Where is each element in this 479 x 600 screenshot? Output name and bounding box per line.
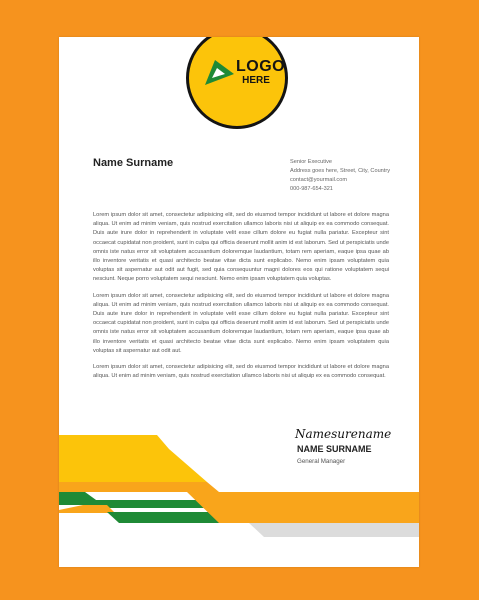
letterhead-page — [59, 37, 419, 567]
body-paragraph: Lorem ipsum dolor sit amet, consectetur adipisicing elit, sed do eiusmod tempor incididunt ut labore et dolore magna aliqua. Ut enim ad minim veniam, quis nostrud exercitation ullamco laboris nisi ut aliquip ex ea commodo consequat. Duis aute irure dolor in reprehenderit in voluptate velit esse cillum dolore eu fugiat nulla pariatur. Excepteur sint occaecat cupidatat non proident, sunt in culpa qui officia deserunt mollit anim id est laborum. Sed ut perspiciatis unde omnis iste natus error sit voluptatem accusantium doloremque laudantium, totam rem aperiam, eaque ipsa quae ab illo inventore veritatis et quasi architecto beatae vitae dicta sunt explicabo. Nemo enim ipsam voluptatem quia voluptas sit aspernatur aut odit aut. — [93, 292, 389, 354]
sender-phone: 000-987-654-321 — [290, 186, 333, 192]
footer-decoration — [59, 37, 419, 567]
deco-yellow-block — [59, 449, 207, 482]
signatory-name: NAME SURNAME — [297, 444, 372, 454]
signatory-title: General Manager — [297, 458, 346, 465]
sender-position: Senior Executive — [290, 159, 332, 165]
deco-orange-chip — [59, 505, 115, 513]
logo-line-1: LOGO — [236, 58, 286, 75]
deco-orange-strip — [59, 482, 219, 492]
body-paragraph: Lorem ipsum dolor sit amet, consectetur adipisicing elit, sed do eiusmod tempor incididunt ut labore et dolore magna aliqua. Ut enim ad minim veniam, quis nostrud exercitation ullamco laboris nisi ut aliquip ex ea commodo consequat. Duis aute irure dolor in reprehenderit in voluptate velit esse cillum dolore eu fugiat nulla pariatur. Excepteur sint occaecat cupidatat non proident, sunt in culpa qui officia deserunt mollit anim id est laborum. Sed ut perspiciatis unde omnis iste natus error sit voluptatem accusantium doloremque laudantium, totam rem aperiam, eaque ipsa quae ab illo inventore veritatis et quasi architecto beatae vitae dicta sunt explicabo. Nemo enim ipsam voluptatem quia voluptas sit aspernatur aut odit aut fugit, sed quia consequuntur magni dolores eos qui ratione voluptatem sequi nesciunt. Neque porro voluptatem sequi nesciunt. Nemo enim ipsam voluptatem quia voluptas. — [93, 212, 389, 283]
sender-email: contact@yourmail.com — [290, 177, 347, 183]
sender-address: Address goes here, Street, City, Country — [290, 168, 391, 174]
signature-script: Namesurename — [295, 427, 392, 441]
sender-name: Name Surname — [93, 157, 174, 169]
deco-orange-band — [187, 492, 419, 523]
deco-yellow-band — [59, 435, 169, 449]
logo-line-2: HERE — [242, 75, 270, 86]
deco-gray-band — [249, 523, 419, 537]
body-paragraph: Lorem ipsum dolor sit amet, consectetur adipisicing elit, sed do eiusmod tempor incididunt ut labore et dolore magna aliqua. Ut enim ad minim veniam, quis nostrud exercitation ullamco laboris nisi ut aliquip ex ea commodo consequat. — [93, 364, 389, 380]
